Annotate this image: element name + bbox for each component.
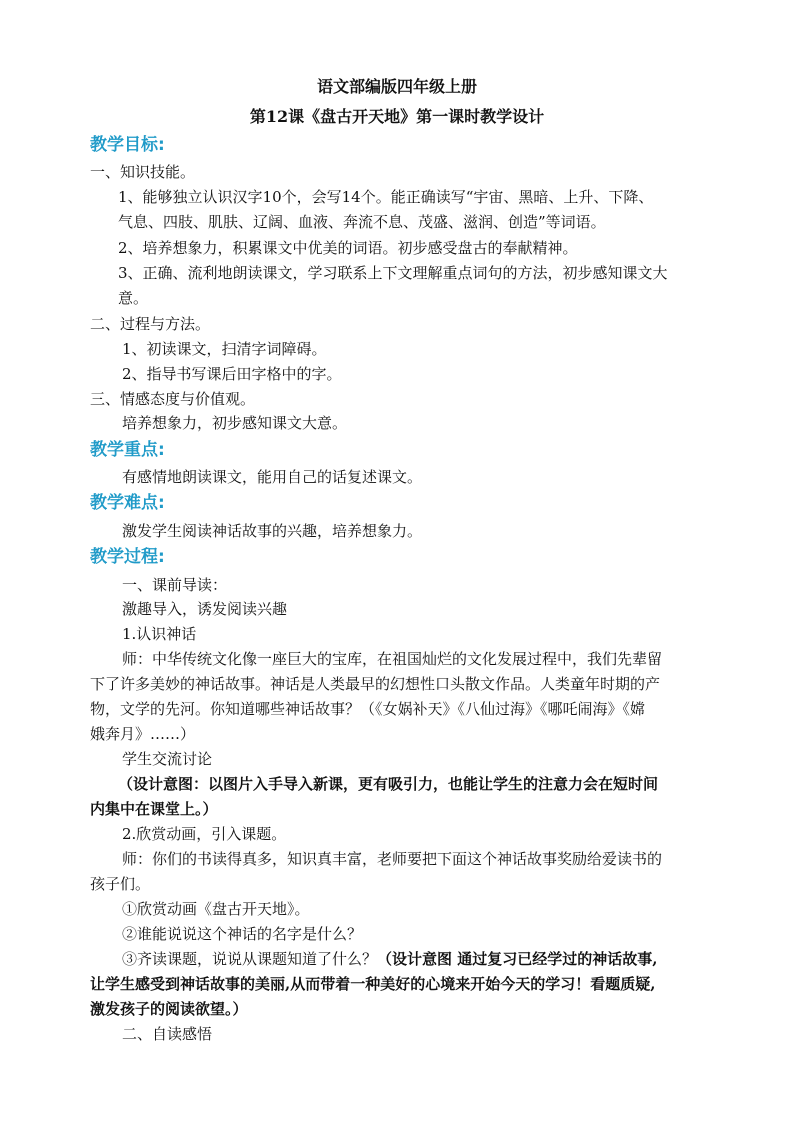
design-intent-2-line-b: 让学生感受到神话故事的美丽,从而带着一种美好的心境来开始今天的学习！看题质疑, — [90, 975, 656, 993]
design-intent-1-line-a: （设计意图：以图片入手导入新课，更有吸引力，也能让学生的注意力会在短时间 — [118, 775, 659, 793]
design-intent-1-line-b: 内集中在课堂上。） — [90, 800, 218, 818]
goal-section-2: 二、过程与方法。 — [90, 315, 211, 333]
goal-1-1-line-b: 气息、四肢、肌肤、辽阔、血液、奔流不息、茂盛、滋润、创造”等词语。 — [118, 213, 606, 231]
doc-title-line2: 第12课《盘古开天地》第一课时教学设计 — [249, 107, 545, 126]
process-substep-1: 1.认识神话 — [122, 625, 197, 643]
heading-process: 教学过程: — [90, 547, 165, 567]
teacher-speech-1-line-a: 师：中华传统文化像一座巨大的宝库，在祖国灿烂的文化发展过程中，我们先辈留 — [122, 650, 663, 668]
goal-2-1: 1、初读课文，扫清字词障碍。 — [122, 340, 327, 358]
doc-title-line1: 语文部编版四年级上册 — [316, 77, 477, 96]
teacher-speech-1-line-c: 物，文学的先河。你知道哪些神话故事？（《女娲补天》《八仙过海》《哪吒闹海》《嫦 — [90, 700, 646, 718]
goal-section-3: 三、情感态度与价值观。 — [90, 390, 256, 408]
teacher-speech-1-line-d: 娥奔月》……） — [90, 725, 196, 743]
goal-2-2: 2、指导书写课后田字格中的字。 — [122, 365, 342, 383]
process-substep-2: 2.欣赏动画，引入课题。 — [122, 825, 287, 843]
teacher-speech-1-line-b: 下了许多美妙的神话故事。神话是人类最早的幻想性口头散文作品。人类童年时期的产 — [90, 675, 661, 693]
teacher-speech-2-line-a: 师：你们的书读得真多，知识真丰富，老师要把下面这个神话故事奖励给爱读书的 — [122, 850, 663, 868]
teacher-speech-2-line-b: 孩子们。 — [90, 875, 151, 893]
design-intent-2-line-c: 激发孩子的阅读欲望。） — [90, 1000, 248, 1018]
heading-goals: 教学目标: — [90, 135, 165, 155]
heading-key-point: 教学重点: — [90, 440, 165, 460]
process-intro: 激趣导入，诱发阅读兴趣 — [122, 600, 288, 618]
goal-1-3-line-a: 3、正确、流利地朗读课文，学习联系上下文理解重点词句的方法，初步感知课文大 — [118, 264, 668, 282]
activity-3-line-a — [122, 948, 657, 970]
student-discussion: 学生交流讨论 — [122, 750, 213, 768]
heading-difficult-point: 教学难点: — [90, 493, 165, 513]
goal-1-2: 2、培养想象力，积累课文中优美的词语。初步感受盘古的奉献精神。 — [118, 239, 578, 257]
activity-2: ②谁能说说这个神话的名字是什么？ — [122, 925, 363, 943]
process-step-2: 二、自读感悟 — [122, 1025, 213, 1043]
goal-3-1: 培养想象力，初步感知课文大意。 — [122, 414, 348, 432]
goal-1-1-line-a: 1、能够独立认识汉字10个，会写14个。能正确读写“宇宙、黑暗、上升、下降、 — [118, 188, 654, 206]
goal-1-3-line-b: 意。 — [118, 289, 149, 307]
activity-1: ①欣赏动画《盘古开天地》。 — [122, 900, 310, 918]
key-point-text: 有感情地朗读课文，能用自己的话复述课文。 — [122, 468, 423, 486]
design-intent-2-start: （设计意图 通过复习已经学过的神话故事, — [377, 950, 658, 968]
difficult-point-text: 激发学生阅读神话故事的兴趣，培养想象力。 — [122, 522, 423, 540]
process-step-1: 一、课前导读： — [122, 576, 228, 594]
goal-section-1: 一、知识技能。 — [90, 163, 196, 181]
activity-3-text: ③齐读课题，说说从课题知道了什么？ — [122, 950, 378, 968]
